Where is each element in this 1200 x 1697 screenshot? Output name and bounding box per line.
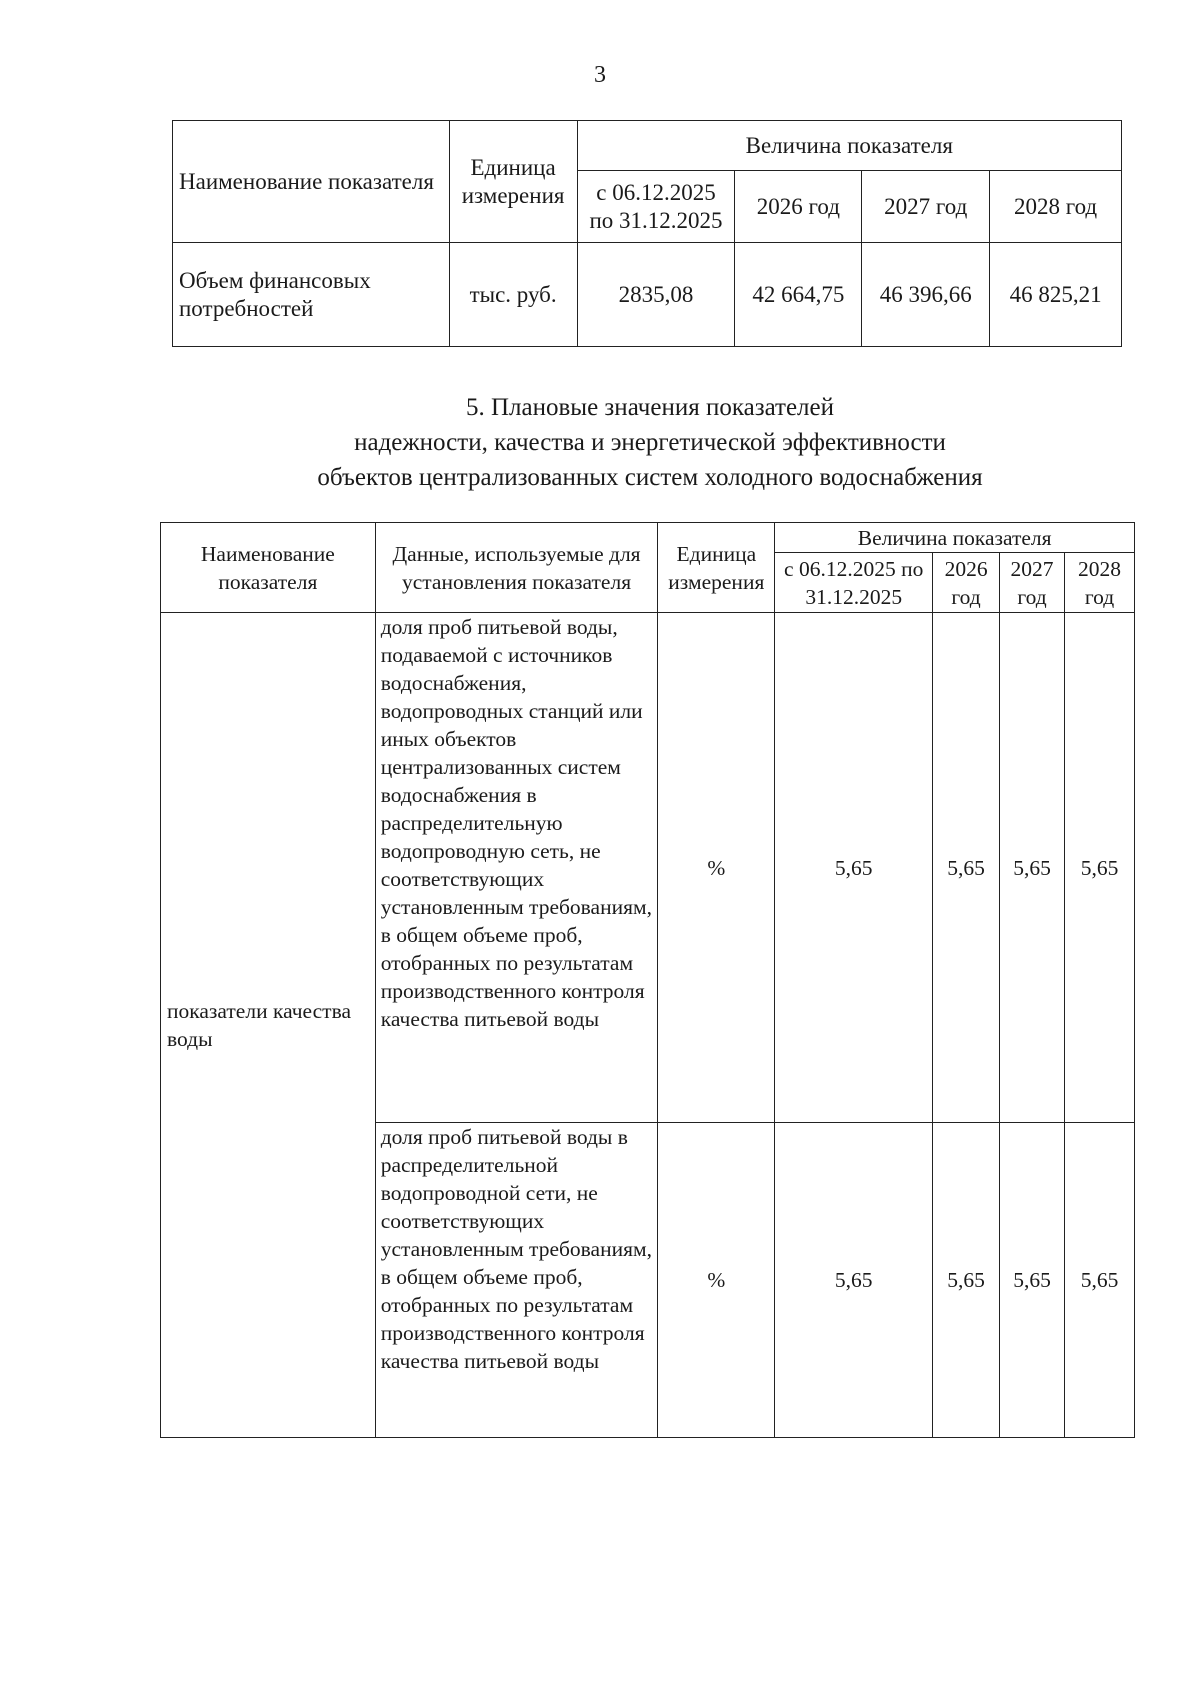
header-year-2028: 2028 год (990, 171, 1122, 243)
header-year-2027: 2027 год (862, 171, 990, 243)
row-2028-value: 5,65 (1065, 1123, 1135, 1438)
row-2028-value: 5,65 (1065, 613, 1135, 1123)
header-year-2028: 2028 год (1065, 553, 1135, 613)
header-unit: Единица измерения (658, 523, 775, 613)
group-label: показатели качества воды (161, 613, 376, 1438)
section-title-line-1: 5. Плановые значения показателей (465, 394, 835, 421)
header-value-group: Величина показателя (577, 121, 1121, 171)
row-2026-value: 5,65 (933, 613, 1000, 1123)
row-data-used: доля проб питьевой воды, подаваемой с источников водоснабжения, водопроводных станций или иных объектов централизованных систем водоснабжения в распределительную водопроводную сеть, не соответствующих установленным требованиям, в общем объеме проб, отобранных по результатам производственного контроля качества питьевой воды (375, 613, 658, 1123)
row-period-value: 5,65 (775, 1123, 933, 1438)
header-year-2026: 2026 год (735, 171, 862, 243)
table-row (161, 613, 1135, 1123)
table-row (173, 243, 1122, 347)
header-year-2026: 2026 год (933, 553, 1000, 613)
row-unit: % (658, 1123, 775, 1438)
header-indicator-name: Наименование показателя (173, 121, 450, 243)
header-data-used: Данные, используемые для установления показателя (375, 523, 658, 613)
row-period-value: 5,65 (775, 613, 933, 1123)
row-data-used: доля проб питьевой воды в распределительной водопроводной сети, не соответствующих установленным требованиям, в общем объеме проб, отобранных по результатам производственного контроля качества питьевой воды (375, 1123, 658, 1438)
section-title (150, 390, 1150, 495)
row-name: Объем финансовых потребностей (173, 243, 450, 347)
header-indicator-name: Наименование показателя (161, 523, 376, 613)
header-value-group: Величина показателя (775, 523, 1135, 553)
quality-indicators-table (160, 522, 1135, 1438)
row-2027-value: 5,65 (1000, 1123, 1065, 1438)
row-2028-value: 46 825,21 (990, 243, 1122, 347)
section-title-line-3: объектов централизованных систем холодного водоснабжения (317, 464, 983, 491)
page-number: 3 (594, 62, 606, 88)
financial-needs-table (172, 120, 1122, 347)
header-period: с 06.12.2025 по 31.12.2025 (775, 553, 933, 613)
section-title-line-2: надежности, качества и энергетической эффективности (354, 429, 946, 456)
header-year-2027: 2027 год (1000, 553, 1065, 613)
row-2026-value: 5,65 (933, 1123, 1000, 1438)
header-period: с 06.12.2025 по 31.12.2025 (577, 171, 735, 243)
row-unit: % (658, 613, 775, 1123)
row-period-value: 2835,08 (577, 243, 735, 347)
row-unit: тыс. руб. (449, 243, 577, 347)
header-unit: Единица измерения (449, 121, 577, 243)
row-2026-value: 42 664,75 (735, 243, 862, 347)
row-2027-value: 46 396,66 (862, 243, 990, 347)
row-2027-value: 5,65 (1000, 613, 1065, 1123)
